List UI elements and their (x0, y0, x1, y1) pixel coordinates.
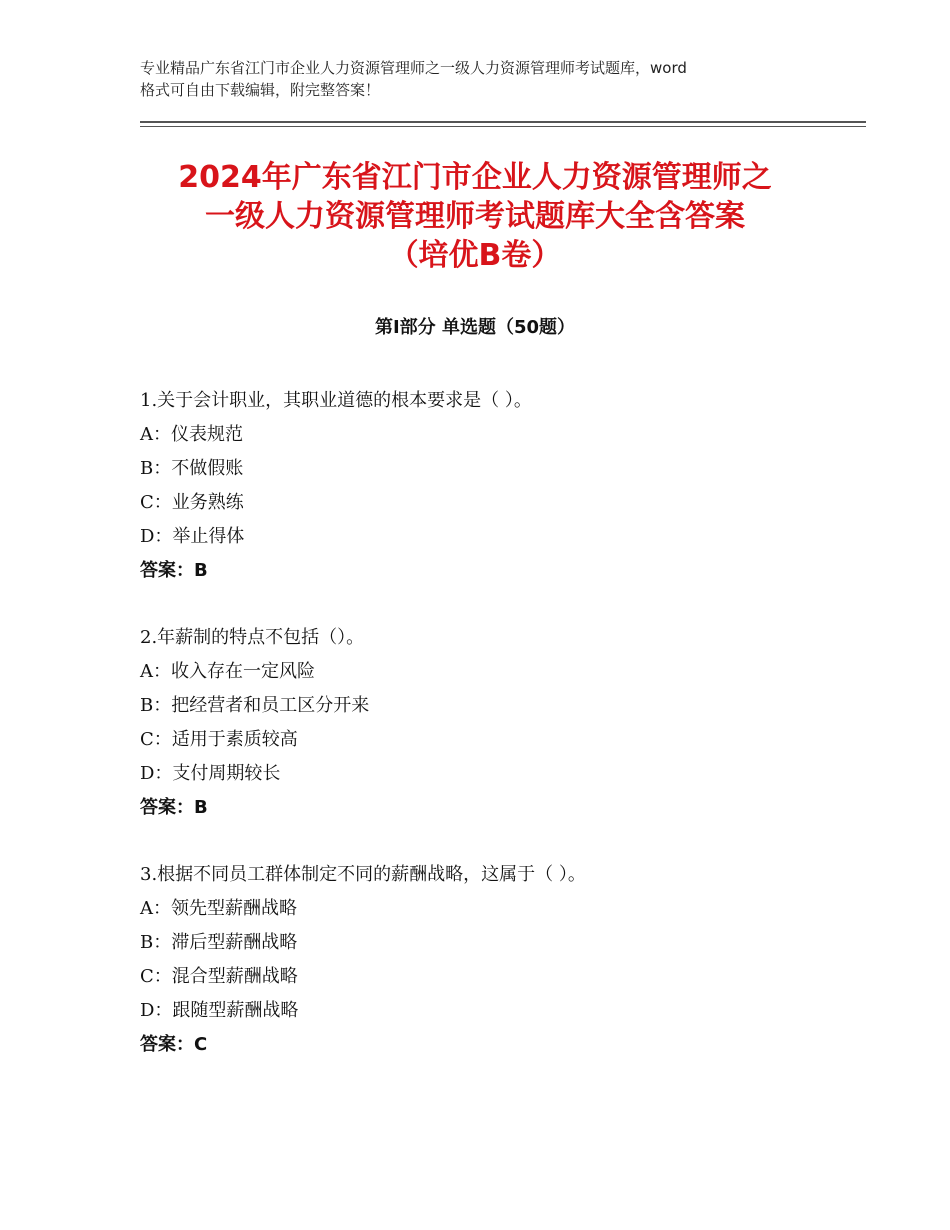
question-item (140, 858, 860, 1062)
question-option: D：举止得体 (140, 526, 245, 547)
header-divider (140, 121, 866, 123)
question-stem: 1.关于会计职业，其职业道德的根本要求是（ ）。 (140, 390, 532, 411)
question-option: C：混合型薪酬战略 (140, 966, 298, 987)
question-answer: 答案：B (140, 560, 208, 581)
question-item (140, 384, 860, 588)
question-stem: 2.年薪制的特点不包括（）。 (140, 627, 365, 648)
question-option: B：滞后型薪酬战略 (140, 932, 298, 953)
question-answer: 答案：B (140, 797, 208, 818)
question-option: A：领先型薪酬战略 (140, 898, 297, 919)
question-option: A：仪表规范 (140, 424, 243, 445)
question-option: C：业务熟练 (140, 492, 244, 513)
question-option: A：收入存在一定风险 (140, 661, 315, 682)
section-title: 第Ⅰ部分 单选题（50题） (374, 317, 575, 338)
question-stem: 3.根据不同员工群体制定不同的薪酬战略，这属于（ ）。 (140, 864, 586, 885)
header-note (140, 57, 830, 101)
question-item (140, 621, 860, 825)
header-divider-thin (140, 126, 866, 127)
question-option: D：跟随型薪酬战略 (140, 1000, 299, 1021)
question-answer: 答案：C (140, 1034, 208, 1055)
header-note-line: 格式可自由下载编辑，附完整答案！ (140, 81, 381, 99)
title-line: 一级人力资源管理师考试题库大全含答案 (205, 199, 745, 234)
title-line: （培优B卷） (388, 238, 562, 273)
header-note-line: 专业精品广东省江门市企业人力资源管理师之一级人力资源管理师考试题库，word (140, 59, 687, 77)
document-title (110, 158, 840, 275)
question-option: B：把经营者和员工区分开来 (140, 695, 370, 716)
title-line: 2024年广东省江门市企业人力资源管理师之 (178, 160, 772, 195)
question-option: B：不做假账 (140, 458, 244, 479)
question-list (140, 384, 860, 1095)
question-option: C：适用于素质较高 (140, 729, 298, 750)
question-option: D：支付周期较长 (140, 763, 281, 784)
